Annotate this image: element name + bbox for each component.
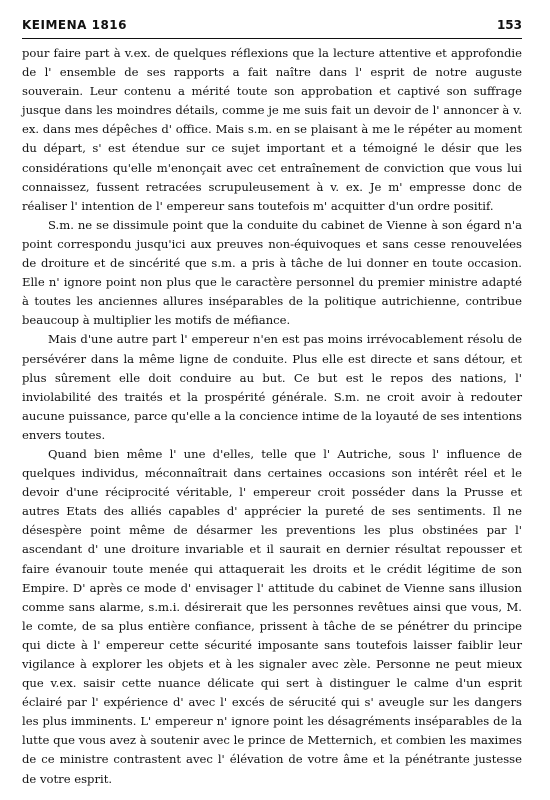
paragraph-2: S.m. ne se dissimule point que la conduite du cabinet de Vienne à son égard n'a point correspondu jusqu'ici aux preuves non-équivoques et sans cesse renouvelées de droiture et de sincérité que s.m. a pris à tâche de lui donner en toute occasion. Elle n' ignore point non plus que le caractère personnel du premier ministre adapté à toutes les anciennes allures inséparables de la politique autrichienne, contribue beaucoup à multiplier les motifs de méfiance. xyxy=(22,217,522,328)
running-header xyxy=(22,14,522,39)
paragraph-1: pour faire part à v.ex. de quelques réflexions que la lecture attentive et approfondie de l' ensemble de ses rapports a fait naître dans l' esprit de notre auguste souverain. Leur contenu a mérité toute son approbation et captivé son suffrage jusque dans les moindres détails, comme je me suis fait un devoir de l' annoncer à v. ex. dans mes dépêches d' office. Mais s.m. en se plaisant à me le répéter au moment du départ, s' est étendue sur ce sujet important et a témoigné le désir que les considérations qu'elle m'enonçait avec cet entraînement de conviction que vous lui connaissez, fussent retracées scrupuleusement à v. ex. Je m' empresse donc de réaliser l' intention de l' empereur sans toutefois m' acquitter d'un ordre positif. xyxy=(22,46,522,213)
paragraph-4: Quand bien même l' une d'elles, telle que l' Autriche, sous l' influence de quelques individus, méconnaîtrait dans certaines occasions son intérêt réel et le devoir d'une réciprocité véritable, l' empereur croit posséder dans la Prusse et autres Etats des alliés capables d' apprécier la pureté de ses sentiments. Il ne désespère point même de désarmer les preventions les plus obstinées par l' ascendant d' une droiture invariable et il saurait en dernier résultat repousser et faire évanouir toute menée qui attaquerait les droits et le crédit légitime de son Empire. D' après ce mode d' envisager l' attitude du cabinet de Vienne sans illusion comme sans alarme, s.m.i. désirerait que les personnes revêtues ainsi que vous, M. le comte, de sa plus entière confiance, prissent à tâche de se pénétrer du principe qui dicte à l' empereur cette sécurité imposante sans toutefois laisser faiblir leur vigilance à explorer les objets et à les signaler avec zèle. Personne ne peut mieux que v.ex. saisir cette nuance délicate qui sert à distinguer le calme d'un esprit éclairé par l' expérience d' avec l' excés de sérucité qui s' aveugle sur les dangers les plus imminents. L' empereur n' ignore point les désagréments inséparables de la lutte que vous avez à soutenir avec le prince de Metternich, et combien les maximes de ce ministre contrastent avec l' élévation de votre âme et la pénétrante justesse de votre esprit. xyxy=(22,446,522,786)
page-number: 153 xyxy=(496,18,522,32)
running-title: KEIMENA 1816 xyxy=(22,18,128,32)
body-text xyxy=(22,44,522,789)
paragraph-3: Mais d'une autre part l' empereur n'en est pas moins irrévocablement résolu de persévérer dans la même ligne de conduite. Plus elle est directe et sans détour, et plus sûrement elle doit conduire au but. Ce but est le repos des nations, l' inviolabilité des traités et la prospérité générale. S.m. ne croit avoir à redouter aucune puissance, parce qu'elle a la concience intime de la loyauté de ses intentions envers toutes. xyxy=(22,332,522,442)
